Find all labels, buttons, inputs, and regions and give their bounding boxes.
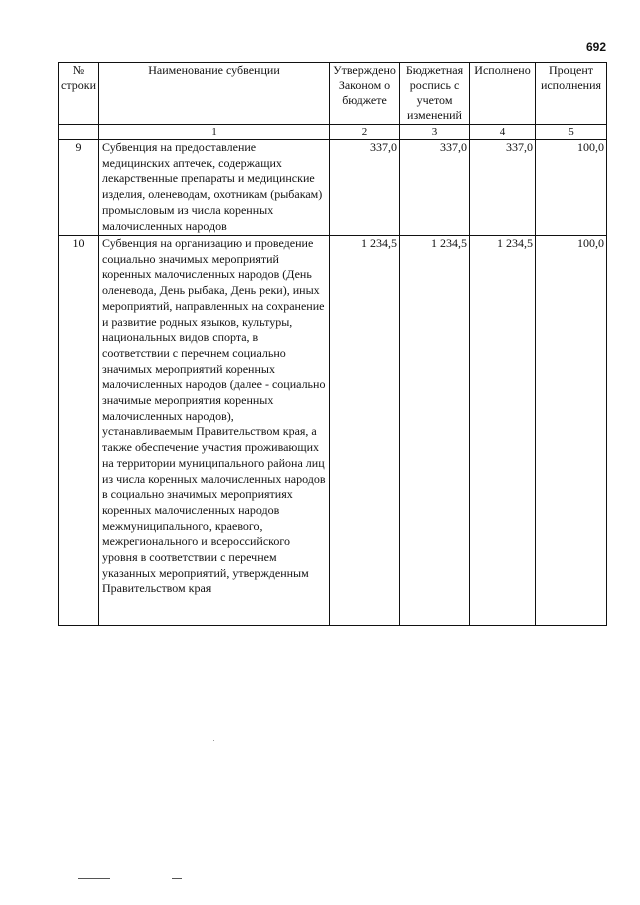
table-row: [59, 140, 607, 236]
budget-list-value: 337,0: [400, 140, 470, 236]
approved-value: 1 234,5: [330, 236, 400, 626]
subvention-name: Субвенция на предоставление медицинских аптечек, содержащих лекарственные препараты и медицинские изделия, оленеводам, охотникам (рыбакам) промысловым из числа коренных малочисленных народов: [99, 140, 330, 236]
index-cell: 4: [470, 125, 536, 140]
index-cell: 3: [400, 125, 470, 140]
header-approved: Утверждено Законом о бюджете: [330, 63, 400, 125]
subvention-name: Субвенция на организацию и проведение социально значимых мероприятий коренных малочисленных народов (День оленевода, День рыбака, День реки), иных мероприятий, направленных на сохранение и развитие родных языков, культуры, национальных видов спорта, в соответствии с перечнем социально значимых мероприятий коренных малочисленных народов (далее - социально значимые мероприятия коренных малочисленных народов), устанавливаемым Правительством края, а также обеспечение участия проживающих на территории муниципального района лиц из числа коренных малочисленных народов в социально значимых мероприятиях коренных малочисленных народов межмуниципального, краевого, межрегионального и всероссийского уровня в соответствии с перечнем указанных мероприятий, утвержденным Правительством края: [99, 236, 330, 626]
executed-value: 1 234,5: [470, 236, 536, 626]
column-index-row: [59, 125, 607, 140]
table-row: [59, 236, 607, 626]
scan-speck: [213, 740, 214, 741]
header-percent: Процент исполнения: [536, 63, 607, 125]
index-cell-empty: [59, 125, 99, 140]
index-cell: 5: [536, 125, 607, 140]
header-budget-list: Бюджетная роспись с учетом изменений: [400, 63, 470, 125]
subvention-table: [58, 62, 607, 626]
table-header-row: [59, 63, 607, 125]
percent-value: 100,0: [536, 140, 607, 236]
index-cell: 2: [330, 125, 400, 140]
footer-rule-left: [78, 878, 110, 879]
budget-list-value: 1 234,5: [400, 236, 470, 626]
page-number: 692: [586, 40, 607, 54]
header-subvention-name: Наименование субвенции: [99, 63, 330, 125]
executed-value: 337,0: [470, 140, 536, 236]
approved-value: 337,0: [330, 140, 400, 236]
footer-rule-right: [172, 878, 182, 879]
index-cell: 1: [99, 125, 330, 140]
row-number: 9: [59, 140, 99, 236]
header-row-number: № строки: [59, 63, 99, 125]
percent-value: 100,0: [536, 236, 607, 626]
header-executed: Исполнено: [470, 63, 536, 125]
row-number: 10: [59, 236, 99, 626]
